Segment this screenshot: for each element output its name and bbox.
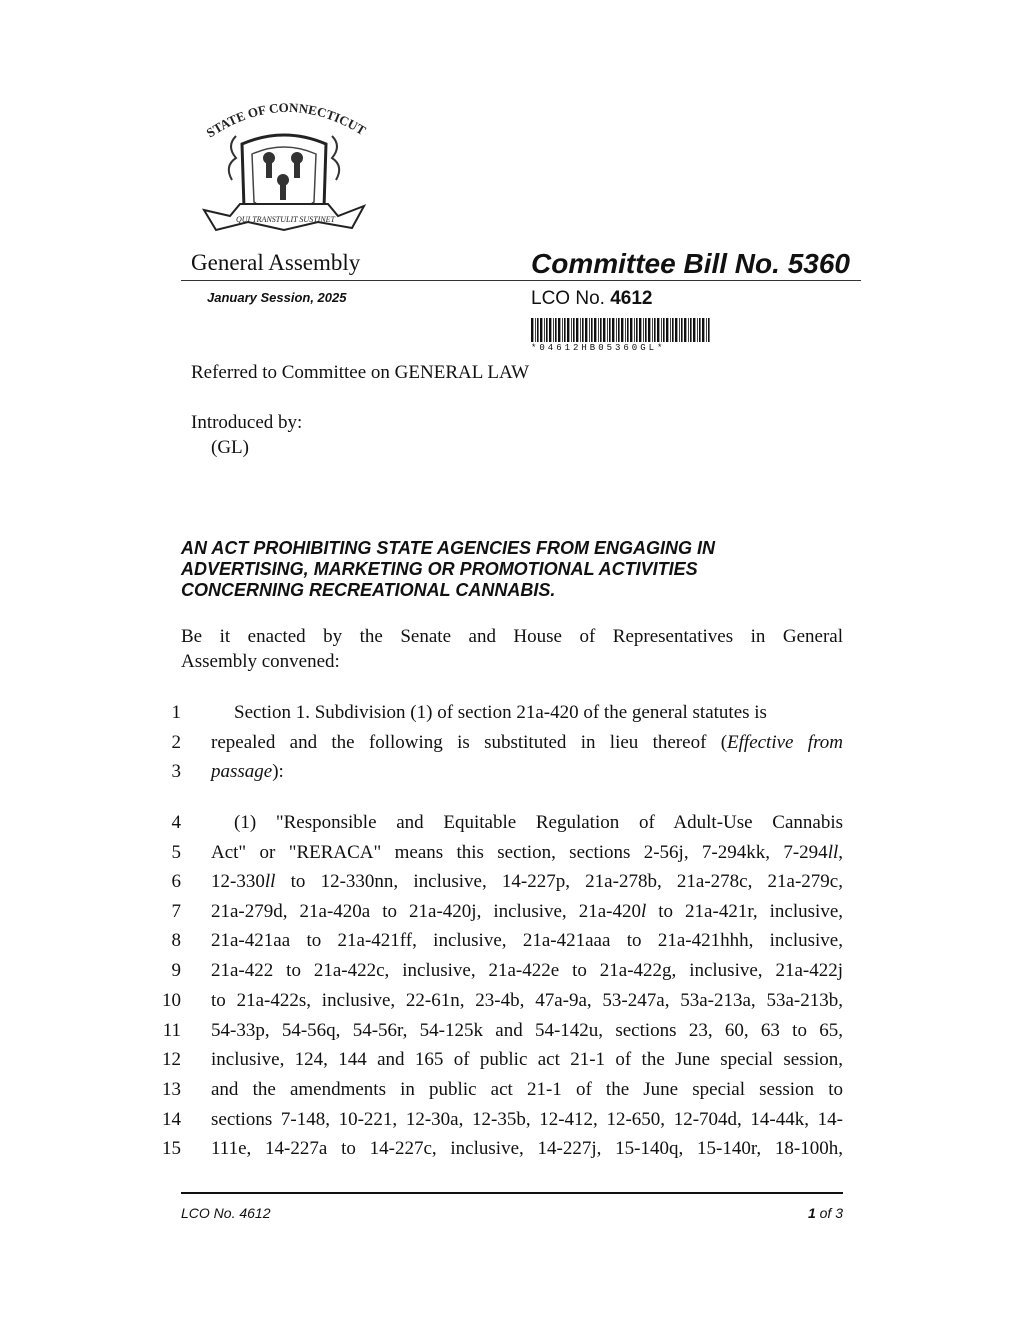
- bill-line: [150, 960, 843, 990]
- page-total: of 3: [815, 1205, 843, 1221]
- bill-line: [150, 1079, 843, 1109]
- bill-line: [150, 871, 843, 901]
- line-number: 14: [162, 1109, 181, 1130]
- line-number: 12: [162, 1049, 181, 1070]
- line-text: 12-330ll to 12-330nn, inclusive, 14-227p, 21a-278b, 21a-278c, 21a-279c,: [211, 871, 843, 892]
- line-number: 4: [171, 812, 181, 833]
- bill-number: Committee Bill No. 5360: [531, 248, 850, 279]
- line-number: 15: [162, 1138, 181, 1159]
- act-title-line: CONCERNING RECREATIONAL CANNABIS.: [181, 580, 556, 600]
- bill-line: [150, 842, 843, 872]
- barcode-text: *04612HB05360GL*: [531, 343, 666, 353]
- line-text: 54-33p, 54-56q, 54-56r, 54-125k and 54-142u, sections 23, 60, 63 to 65,: [211, 1020, 843, 1041]
- enacting-clause: [181, 624, 843, 674]
- line-number: 3: [171, 761, 181, 782]
- line-text: repealed and the following is substituted in lieu thereof (Effective from: [211, 732, 843, 753]
- introducer: (GL): [211, 437, 249, 458]
- line-number: 10: [162, 990, 181, 1011]
- line-text: and the amendments in public act 21-1 of the June special session to: [211, 1079, 843, 1100]
- line-number: 11: [162, 1020, 181, 1041]
- line-text: (1) "Responsible and Equitable Regulation of Adult-Use Cannabis: [234, 812, 843, 833]
- line-number: 5: [171, 842, 181, 863]
- bill-line: [150, 732, 843, 762]
- current-page: 1: [807, 1205, 816, 1221]
- bill-line: [150, 990, 843, 1020]
- line-text: passage):: [211, 761, 284, 782]
- enacting-line: Be it enacted by the Senate and House of Representatives in General: [181, 626, 843, 647]
- act-title-line: AN ACT PROHIBITING STATE AGENCIES FROM ENGAGING IN: [181, 538, 716, 558]
- bill-line: [150, 1109, 843, 1139]
- bill-line: [150, 812, 843, 842]
- lco-number: 4612: [610, 288, 653, 309]
- general-assembly-label: General Assembly: [191, 250, 361, 275]
- footer-lco-number: LCO No. 4612: [181, 1205, 271, 1221]
- line-text: Section 1. Subdivision (1) of section 21a-420 of the general statutes is: [234, 702, 767, 723]
- bill-line: [150, 1020, 843, 1050]
- session-label: January Session, 2025: [207, 290, 347, 305]
- act-title-line: ADVERTISING, MARKETING OR PROMOTIONAL ACTIVITIES: [181, 559, 698, 579]
- lco-number-header: [531, 288, 652, 310]
- introduced-by-label: Introduced by:: [191, 412, 303, 433]
- bill-line: [150, 761, 843, 791]
- enacting-line: Assembly convened:: [181, 651, 340, 672]
- line-number: 9: [171, 960, 181, 981]
- line-number: 7: [171, 901, 181, 922]
- act-title: [181, 538, 841, 601]
- line-number: 2: [171, 732, 181, 753]
- bill-line: [150, 702, 843, 732]
- svg-text:STATE OF CONNECTICUT: STATE OF CONNECTICUT: [203, 99, 368, 141]
- state-seal: [200, 96, 368, 254]
- bill-line: [150, 1138, 843, 1168]
- committee-referral: Referred to Committee on GENERAL LAW: [191, 362, 530, 383]
- line-text: 111e, 14-227a to 14-227c, inclusive, 14-227j, 15-140q, 15-140r, 18-100h,: [211, 1138, 843, 1159]
- line-text: 21a-422 to 21a-422c, inclusive, 21a-422e to 21a-422g, inclusive, 21a-422j: [211, 960, 843, 981]
- line-number: 13: [162, 1079, 181, 1100]
- svg-text:QUI TRANSTULIT SUSTINET: QUI TRANSTULIT SUSTINET: [236, 215, 335, 224]
- header-rule: [181, 280, 861, 281]
- line-number: 1: [171, 702, 181, 723]
- bill-line: [150, 1049, 843, 1079]
- line-text: 21a-421aa to 21a-421ff, inclusive, 21a-421aaa to 21a-421hhh, inclusive,: [211, 930, 843, 951]
- line-text: inclusive, 124, 144 and 165 of public act 21-1 of the June special session,: [211, 1049, 843, 1070]
- line-text: to 21a-422s, inclusive, 22-61n, 23-4b, 47a-9a, 53-247a, 53a-213a, 53a-213b,: [211, 990, 843, 1011]
- line-number: 6: [171, 871, 181, 892]
- bill-line: [150, 901, 843, 931]
- footer-rule: [181, 1192, 843, 1194]
- line-text: sections 7-148, 10-221, 12-30a, 12-35b, 12-412, 12-650, 12-704d, 14-44k, 14-: [211, 1109, 843, 1130]
- bill-line: [150, 930, 843, 960]
- barcode: [531, 318, 713, 342]
- line-text: Act" or "RERACA" means this section, sections 2-56j, 7-294kk, 7-294ll,: [211, 842, 843, 863]
- lco-label: LCO No.: [531, 288, 605, 309]
- line-number: 8: [171, 930, 181, 951]
- line-text: 21a-279d, 21a-420a to 21a-420j, inclusive, 21a-420l to 21a-421r, inclusive,: [211, 901, 843, 922]
- page-indicator: [808, 1205, 843, 1221]
